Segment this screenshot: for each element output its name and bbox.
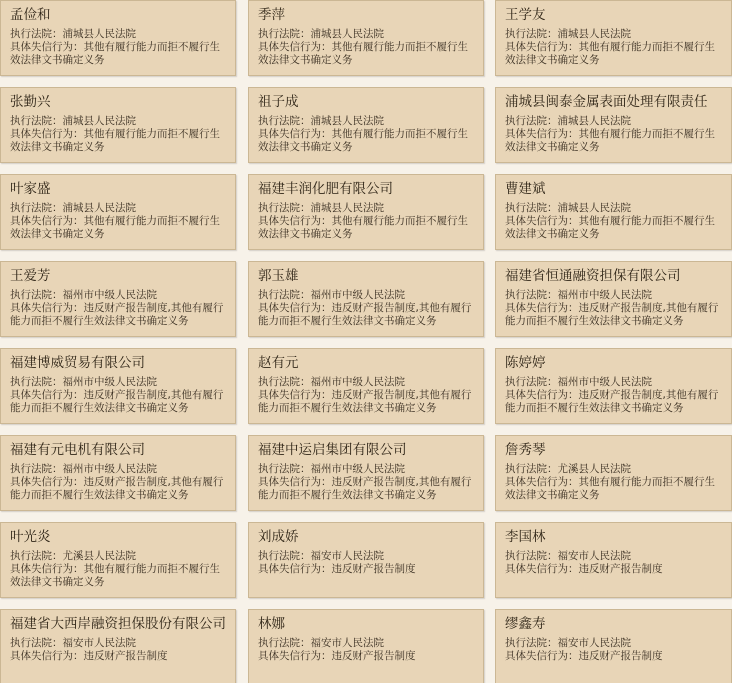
court-line — [505, 463, 722, 476]
court-line — [10, 289, 226, 302]
behavior-line — [505, 476, 722, 502]
court-line — [258, 550, 474, 563]
record-name[interactable]: 福建省大西岸融资担保股份有限公司 — [10, 616, 226, 632]
record-card[interactable] — [248, 348, 484, 424]
record-name[interactable]: 郭玉雄 — [258, 268, 299, 284]
behavior-line — [10, 215, 226, 241]
court-label: 执行法院： — [258, 550, 311, 562]
behavior-line — [505, 389, 722, 415]
behavior-line — [258, 302, 474, 328]
court-value: 福州市中级人民法院 — [62, 289, 157, 301]
behavior-label: 具体失信行为： — [258, 41, 332, 53]
behavior-value: 其他有履行能力而拒不履行生效法律文书确定义务 — [10, 128, 220, 153]
behavior-value: 其他有履行能力而拒不履行生效法律文书确定义务 — [10, 563, 220, 588]
record-card[interactable] — [0, 609, 236, 683]
behavior-label: 具体失信行为： — [258, 215, 332, 227]
court-line — [10, 637, 226, 650]
court-value: 福州市中级人民法院 — [557, 376, 652, 388]
record-card[interactable] — [248, 261, 484, 337]
court-line — [258, 637, 474, 650]
court-value: 福安市人民法院 — [62, 637, 136, 649]
behavior-value: 违反财产报告制度,其他有履行能力而拒不履行生效法律文书确定义务 — [10, 389, 224, 414]
court-label: 执行法院： — [10, 550, 63, 562]
behavior-label: 具体失信行为： — [10, 215, 84, 227]
record-name[interactable]: 孟俭和 — [10, 7, 51, 23]
record-name[interactable]: 季萍 — [258, 7, 285, 23]
behavior-line — [10, 41, 226, 67]
court-label: 执行法院： — [10, 376, 63, 388]
court-value: 福州市中级人民法院 — [62, 376, 157, 388]
record-card[interactable] — [495, 609, 732, 683]
record-name[interactable]: 林娜 — [258, 616, 285, 632]
court-line — [505, 376, 722, 389]
court-value: 浦城县人民法院 — [310, 202, 384, 214]
court-value: 浦城县人民法院 — [557, 115, 631, 127]
behavior-label: 具体失信行为： — [258, 563, 332, 575]
court-line — [505, 115, 722, 128]
court-label: 执行法院： — [505, 637, 558, 649]
court-line — [505, 637, 722, 650]
behavior-label: 具体失信行为： — [258, 302, 332, 314]
behavior-value: 违反财产报告制度 — [331, 650, 416, 662]
behavior-label: 具体失信行为： — [505, 650, 579, 662]
behavior-label: 具体失信行为： — [505, 563, 579, 575]
court-value: 福安市人民法院 — [310, 550, 384, 562]
record-name[interactable]: 浦城县闽泰金属表面处理有限责任 — [505, 94, 708, 110]
court-line — [10, 376, 226, 389]
record-card[interactable] — [495, 0, 732, 76]
court-label: 执行法院： — [505, 463, 558, 475]
record-card[interactable] — [0, 261, 236, 337]
record-card[interactable] — [0, 174, 236, 250]
court-label: 执行法院： — [258, 115, 311, 127]
behavior-value: 其他有履行能力而拒不履行生效法律文书确定义务 — [505, 128, 715, 153]
behavior-label: 具体失信行为： — [10, 389, 84, 401]
record-card[interactable] — [248, 0, 484, 76]
court-label: 执行法院： — [505, 202, 558, 214]
court-line — [258, 115, 474, 128]
court-label: 执行法院： — [10, 28, 63, 40]
court-label: 执行法院： — [10, 289, 63, 301]
court-line — [505, 289, 722, 302]
record-name[interactable]: 祖子成 — [258, 94, 299, 110]
behavior-line — [10, 302, 226, 328]
behavior-label: 具体失信行为： — [10, 476, 84, 488]
record-name[interactable]: 王学友 — [505, 7, 546, 23]
record-name[interactable]: 詹秀琴 — [505, 442, 546, 458]
record-card[interactable] — [248, 87, 484, 163]
record-card[interactable] — [495, 435, 732, 511]
record-card[interactable] — [0, 0, 236, 76]
behavior-label: 具体失信行为： — [258, 389, 332, 401]
record-name[interactable]: 叶光炎 — [10, 529, 51, 545]
court-line — [505, 550, 722, 563]
behavior-label: 具体失信行为： — [258, 476, 332, 488]
court-value: 福州市中级人民法院 — [310, 463, 405, 475]
court-value: 浦城县人民法院 — [62, 28, 136, 40]
behavior-value: 违反财产报告制度,其他有履行能力而拒不履行生效法律文书确定义务 — [258, 389, 472, 414]
behavior-value: 其他有履行能力而拒不履行生效法律文书确定义务 — [258, 128, 468, 153]
court-line — [10, 115, 226, 128]
court-value: 尤溪县人民法院 — [557, 463, 631, 475]
behavior-label: 具体失信行为： — [10, 302, 84, 314]
behavior-line — [505, 215, 722, 241]
behavior-label: 具体失信行为： — [505, 389, 579, 401]
court-label: 执行法院： — [10, 463, 63, 475]
behavior-value: 违反财产报告制度 — [83, 650, 168, 662]
court-value: 福州市中级人民法院 — [557, 289, 652, 301]
behavior-value: 违反财产报告制度 — [578, 563, 663, 575]
record-card[interactable] — [495, 522, 732, 598]
behavior-label: 具体失信行为： — [10, 563, 84, 575]
behavior-value: 违反财产报告制度,其他有履行能力而拒不履行生效法律文书确定义务 — [10, 302, 224, 327]
record-name[interactable]: 缪鑫寿 — [505, 616, 546, 632]
record-name[interactable]: 福建有元电机有限公司 — [10, 442, 145, 458]
behavior-line — [10, 128, 226, 154]
court-label: 执行法院： — [258, 289, 311, 301]
behavior-value: 其他有履行能力而拒不履行生效法律文书确定义务 — [10, 215, 220, 240]
behavior-value: 违反财产报告制度 — [578, 650, 663, 662]
court-value: 福州市中级人民法院 — [310, 289, 405, 301]
court-label: 执行法院： — [505, 376, 558, 388]
record-card[interactable] — [0, 522, 236, 598]
court-line — [505, 28, 722, 41]
behavior-label: 具体失信行为： — [258, 128, 332, 140]
record-card[interactable] — [0, 435, 236, 511]
behavior-value: 违反财产报告制度,其他有履行能力而拒不履行生效法律文书确定义务 — [505, 302, 719, 327]
record-card[interactable] — [248, 609, 484, 683]
court-line — [258, 28, 474, 41]
behavior-value: 其他有履行能力而拒不履行生效法律文书确定义务 — [258, 215, 468, 240]
record-card[interactable] — [495, 261, 732, 337]
court-value: 尤溪县人民法院 — [62, 550, 136, 562]
behavior-line — [505, 128, 722, 154]
behavior-label: 具体失信行为： — [10, 128, 84, 140]
record-card[interactable] — [248, 174, 484, 250]
behavior-label: 具体失信行为： — [505, 41, 579, 53]
court-label: 执行法院： — [258, 463, 311, 475]
court-label: 执行法院： — [10, 637, 63, 649]
court-value: 浦城县人民法院 — [310, 115, 384, 127]
court-value: 浦城县人民法院 — [557, 202, 631, 214]
court-value: 福安市人民法院 — [557, 550, 631, 562]
record-card[interactable] — [495, 174, 732, 250]
behavior-line — [505, 41, 722, 67]
record-name[interactable]: 赵有元 — [258, 355, 299, 371]
behavior-line — [505, 302, 722, 328]
behavior-value: 其他有履行能力而拒不履行生效法律文书确定义务 — [10, 41, 220, 66]
court-label: 执行法院： — [258, 28, 311, 40]
court-line — [505, 202, 722, 215]
record-name[interactable]: 福建博威贸易有限公司 — [10, 355, 145, 371]
court-value: 福安市人民法院 — [310, 637, 384, 649]
court-label: 执行法院： — [10, 202, 63, 214]
behavior-value: 违反财产报告制度,其他有履行能力而拒不履行生效法律文书确定义务 — [258, 476, 472, 501]
record-name[interactable]: 叶家盛 — [10, 181, 51, 197]
behavior-label: 具体失信行为： — [505, 476, 579, 488]
behavior-line — [258, 476, 474, 502]
court-label: 执行法院： — [258, 637, 311, 649]
behavior-line — [505, 650, 722, 663]
behavior-value: 违反财产报告制度,其他有履行能力而拒不履行生效法律文书确定义务 — [10, 476, 224, 501]
behavior-line — [258, 215, 474, 241]
court-line — [258, 289, 474, 302]
record-name[interactable]: 福建丰润化肥有限公司 — [258, 181, 393, 197]
court-value: 福州市中级人民法院 — [62, 463, 157, 475]
record-card[interactable] — [248, 435, 484, 511]
behavior-value: 违反财产报告制度 — [331, 563, 416, 575]
behavior-label: 具体失信行为： — [505, 302, 579, 314]
record-name[interactable]: 福建中运启集团有限公司 — [258, 442, 407, 458]
behavior-line — [258, 650, 474, 663]
court-value: 福州市中级人民法院 — [310, 376, 405, 388]
behavior-value: 其他有履行能力而拒不履行生效法律文书确定义务 — [505, 476, 715, 501]
court-label: 执行法院： — [258, 202, 311, 214]
behavior-value: 其他有履行能力而拒不履行生效法律文书确定义务 — [505, 215, 715, 240]
record-card[interactable] — [0, 87, 236, 163]
behavior-label: 具体失信行为： — [505, 215, 579, 227]
record-name[interactable]: 李国林 — [505, 529, 546, 545]
behavior-value: 违反财产报告制度,其他有履行能力而拒不履行生效法律文书确定义务 — [258, 302, 472, 327]
behavior-line — [10, 476, 226, 502]
court-line — [258, 202, 474, 215]
court-line — [10, 463, 226, 476]
record-name[interactable]: 刘成娇 — [258, 529, 299, 545]
record-name[interactable]: 张勤兴 — [10, 94, 51, 110]
court-value: 福安市人民法院 — [557, 637, 631, 649]
record-name[interactable]: 曹建斌 — [505, 181, 546, 197]
court-label: 执行法院： — [505, 28, 558, 40]
court-value: 浦城县人民法院 — [62, 202, 136, 214]
behavior-line — [258, 128, 474, 154]
court-value: 浦城县人民法院 — [557, 28, 631, 40]
behavior-line — [258, 41, 474, 67]
court-label: 执行法院： — [10, 115, 63, 127]
behavior-line — [258, 389, 474, 415]
court-label: 执行法院： — [505, 289, 558, 301]
behavior-label: 具体失信行为： — [10, 41, 84, 53]
court-line — [10, 202, 226, 215]
record-card[interactable] — [495, 87, 732, 163]
court-line — [258, 463, 474, 476]
behavior-line — [505, 563, 722, 576]
record-name[interactable]: 王爱芳 — [10, 268, 51, 284]
behavior-value: 其他有履行能力而拒不履行生效法律文书确定义务 — [258, 41, 468, 66]
court-label: 执行法院： — [505, 550, 558, 562]
behavior-value: 其他有履行能力而拒不履行生效法律文书确定义务 — [505, 41, 715, 66]
record-name[interactable]: 福建省恒通融资担保有限公司 — [505, 268, 681, 284]
behavior-value: 违反财产报告制度,其他有履行能力而拒不履行生效法律文书确定义务 — [505, 389, 719, 414]
behavior-line — [10, 563, 226, 589]
behavior-line — [10, 650, 226, 663]
record-card[interactable] — [0, 348, 236, 424]
court-value: 浦城县人民法院 — [62, 115, 136, 127]
court-line — [258, 376, 474, 389]
behavior-label: 具体失信行为： — [505, 128, 579, 140]
court-line — [10, 550, 226, 563]
behavior-line — [10, 389, 226, 415]
court-label: 执行法院： — [258, 376, 311, 388]
court-line — [10, 28, 226, 41]
record-card[interactable] — [495, 348, 732, 424]
behavior-label: 具体失信行为： — [10, 650, 84, 662]
behavior-label: 具体失信行为： — [258, 650, 332, 662]
record-card[interactable] — [248, 522, 484, 598]
behavior-line — [258, 563, 474, 576]
court-value: 浦城县人民法院 — [310, 28, 384, 40]
court-label: 执行法院： — [505, 115, 558, 127]
record-name[interactable]: 陈婷婷 — [505, 355, 546, 371]
